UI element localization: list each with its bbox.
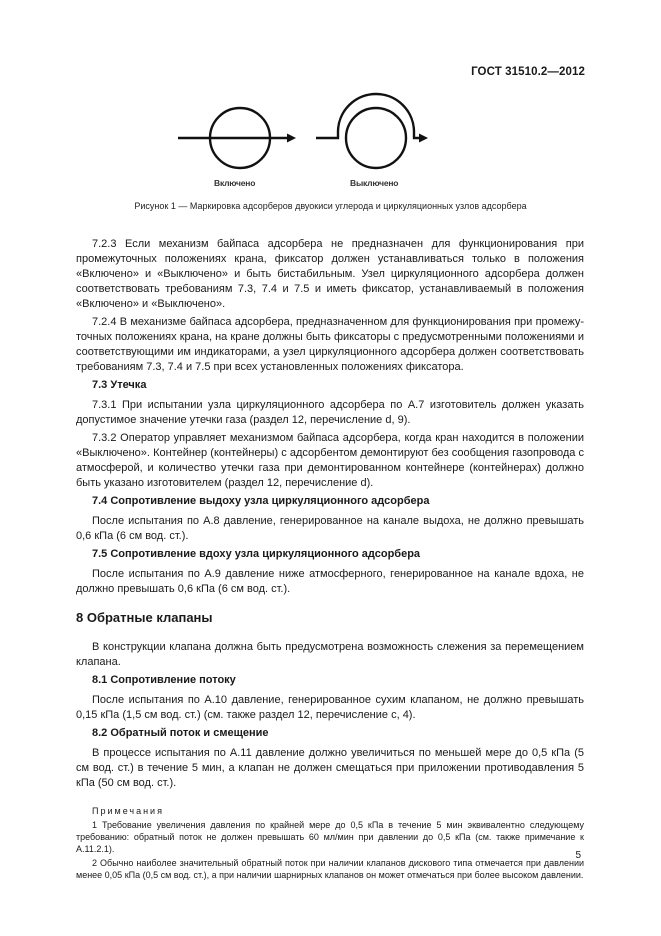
paragraph-8-1: После испытания по А.10 давление, генерированное сухим клапаном, не должно превышать 0,15 кПа (1,5 см вод. ст.) (см. также раздел 12, перечисление с, 4).	[76, 694, 584, 721]
label-on: Включено	[214, 178, 256, 188]
paragraph-7-5: После испытания по А.9 давление ниже атмосферного, генерированное на канале вдоха, не должно превышать 0,6 кПа (6 см вод. ст.).	[76, 568, 584, 595]
heading-8-2: 8.2 Обратный поток и смещение	[92, 727, 269, 739]
heading-8-1: 8.1 Сопротивление потоку	[92, 674, 236, 686]
paragraph-8-2: В процессе испытания по А.11 давление должно увеличиться по меньшей мере до 0,5 кПа (5 см вод. ст.) в течение 5 мин, а клапан не должен смещаться при приложении противодавления 5 кПа (50 см вод. ст.).	[76, 747, 584, 789]
symbol-on-icon	[178, 108, 296, 168]
figure-caption: Рисунок 1 — Маркировка адсорберов двуокиси углерода и циркуляционных узлов адсорбера	[134, 201, 527, 211]
label-off: Выключено	[350, 178, 399, 188]
paragraph-7-3-1: 7.3.1 При испытании узла циркуляционного адсорбера по А.7 изготовитель должен указать допустимое значение утечки газа (раздел 12, перечисление d, 9).	[76, 399, 584, 426]
note-2: 2 Обычно наиболее значительный обратный поток при наличии клапанов дискового типа отмечается при давлении менее 0,05 кПа (0,5 см вод. ст.), а при наличии шарнирных клапанов он может отмечаться при более высоком давлении.	[76, 858, 584, 880]
paragraph-7-4: После испытания по А.8 давление, генерированное на канале выдоха, не должно превышать 0,6 кПа (6 см вод. ст.).	[76, 515, 584, 542]
body-text	[76, 237, 584, 883]
adsorber-marking-diagram	[170, 92, 430, 182]
paragraph-7-2-3: 7.2.3 Если механизм байпаса адсорбера не предназначен для функционирования при промежуточных положениях крана, фиксатор должен устанавливаться только в положения «Включено» и «Выключено» и быть бистабильным. Узел циркуляционного адсорбера должен соответствовать требованиям 7.3, 7.4 и 7.5 и иметь фиксатор, устанавливаемый в положения «Включено» и «Выключено».	[76, 238, 584, 310]
symbol-off-icon	[316, 94, 428, 168]
document-header: ГОСТ 31510.2—2012	[471, 66, 585, 78]
figure-1	[170, 92, 430, 198]
paragraph-7-2-4: 7.2.4 В механизме байпаса адсорбера, предназначенном для функционирования при промежуточных положениях крана, на кране должны быть фиксаторы с предусмотренными положениями и соответствующими им индикаторами, а узел циркуляционного адсорбера должен соответствовать требованиям 7.3, 7.4 и 7.5 при всех установленных положениях фиксатора.	[76, 316, 584, 373]
paragraph-8: В конструкции клапана должна быть предусмотрена возможность слежения за перемещением клапана.	[76, 641, 584, 668]
note-1: 1 Требование увеличения давления по крайней мере до 0,5 кПа в течение 5 мин эквивалентно следующему требованию: обратный поток не должен превышать 60 мл/мин при давлении до 0,5 кПа (см. также примечание к А.11.2.1).	[76, 820, 584, 854]
heading-7-4: 7.4 Сопротивление выдоху узла циркуляционного адсорбера	[92, 495, 430, 507]
heading-7-3: 7.3 Утечка	[92, 379, 147, 391]
heading-7-5: 7.5 Сопротивление вдоху узла циркуляционного адсорбера	[92, 548, 421, 560]
notes-title: Примечания	[92, 806, 164, 816]
notes	[76, 805, 584, 881]
page-number: 5	[575, 850, 581, 861]
paragraph-7-3-2: 7.3.2 Оператор управляет механизмом байпаса адсорбера, когда кран находится в положении «Выключено». Контейнер (контейнеры) с адсорбентом демонтируют без сообщения газопровода с атмосферой, и количество утечки газа при демонтированном контейнере (контейнерах) должно быть указано изготовителем (раздел 12, перечисление d).	[76, 432, 584, 489]
section-8-title: 8 Обратные клапаны	[76, 610, 213, 625]
